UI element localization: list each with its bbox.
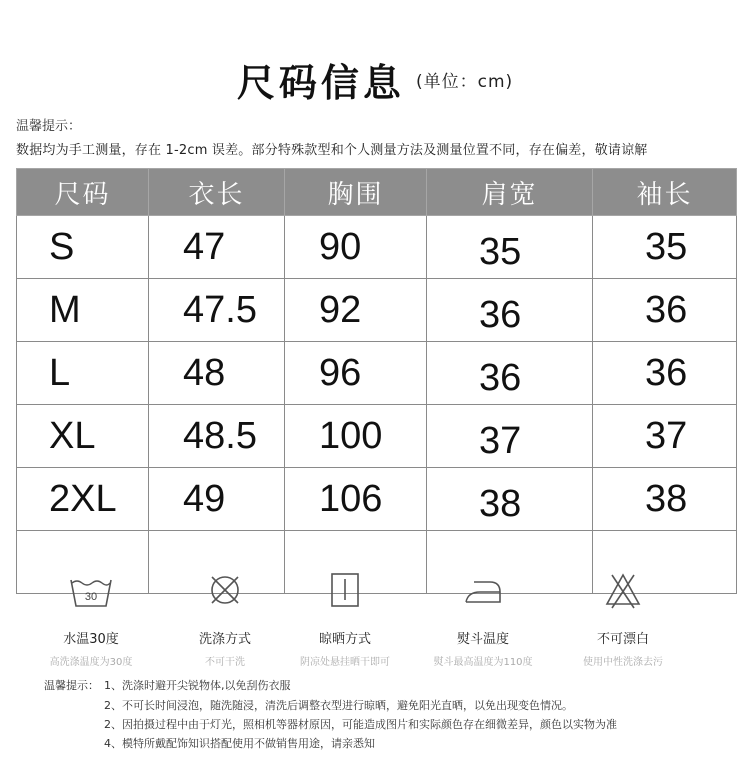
- table-cell-size: L: [17, 342, 149, 405]
- table-cell-sleeve: 38: [593, 468, 737, 531]
- note-item: 2、因拍摄过程中由于灯光，照相机等器材原因，可能造成图片和实际颜色存在细微差异，颜色以实物为准: [104, 718, 617, 731]
- table-row: [17, 405, 737, 468]
- table-cell-chest: 100: [285, 405, 427, 468]
- iron-icon: [460, 570, 506, 612]
- care-name: 不可漂白: [596, 632, 649, 647]
- care-sub: 使用中性洗涤去污: [583, 657, 663, 668]
- table-cell-sleeve: 36: [593, 279, 737, 342]
- note-item: 4、模特所戴配饰知识搭配使用不做销售用途，请亲悉知: [104, 737, 375, 750]
- care-item-wash-temp: [16, 570, 166, 668]
- table-cell-size: 2XL: [17, 468, 149, 531]
- header-length: 衣长: [149, 169, 285, 216]
- care-item-dry-method: [270, 570, 420, 668]
- care-sub: 不可干洗: [205, 657, 245, 668]
- table-cell-length: 47.5: [149, 279, 285, 342]
- wash-temp-icon-text: 30: [84, 591, 98, 603]
- page-title: 尺码信息: [236, 61, 405, 105]
- table-cell-length: 47: [149, 216, 285, 279]
- care-item-no-bleach: [548, 570, 698, 668]
- table-cell-chest: 90: [285, 216, 427, 279]
- care-name: 水温30度: [63, 632, 119, 647]
- table-row: [17, 468, 737, 531]
- size-table-header-row: [17, 169, 737, 216]
- care-sub: 阴凉处悬挂晒干即可: [300, 657, 390, 668]
- table-cell-shoulder: 36: [427, 342, 593, 405]
- table-cell-shoulder: 35: [427, 216, 593, 279]
- header-sleeve: 袖长: [593, 169, 737, 216]
- drip-dry-icon: [322, 570, 368, 612]
- note-item: 1、洗涤时避开尖锐物体,以免刮伤衣服: [104, 679, 291, 692]
- tip-label: 温馨提示：: [16, 119, 82, 134]
- care-name: 洗涤方式: [198, 632, 251, 647]
- header-shoulder: 肩宽: [427, 169, 593, 216]
- wash-30-icon: [68, 570, 114, 612]
- no-bleach-icon: [600, 570, 646, 612]
- table-cell-size: S: [17, 216, 149, 279]
- table-cell-shoulder: 36: [427, 279, 593, 342]
- table-cell-chest: 96: [285, 342, 427, 405]
- note-item: 2、不可长时间浸泡，随洗随浸，清洗后调整衣型进行晾晒，避免阳光直晒，以免出现变色情况。: [104, 699, 573, 712]
- care-sub: 熨斗最高温度为110度: [433, 657, 533, 668]
- table-row: [17, 279, 737, 342]
- care-name: 熨斗温度: [456, 632, 509, 647]
- header-size: 尺码: [17, 169, 149, 216]
- tip-text: 数据均为手工测量，存在 1-2cm 误差。部分特殊款型和个人测量方法及测量位置不同，存在偏差，敬请谅解: [16, 143, 648, 158]
- care-sub: 高洗涤温度为30度: [49, 657, 133, 668]
- table-cell-size: M: [17, 279, 149, 342]
- table-row: [17, 342, 737, 405]
- table-cell-length: 48: [149, 342, 285, 405]
- table-cell-sleeve: 35: [593, 216, 737, 279]
- no-dry-clean-icon: [202, 570, 248, 612]
- table-cell-chest: 92: [285, 279, 427, 342]
- table-cell-shoulder: 37: [427, 405, 593, 468]
- notes-label: 温馨提示：: [44, 679, 99, 692]
- size-table: [16, 168, 737, 594]
- table-cell-length: 49: [149, 468, 285, 531]
- table-cell-sleeve: 37: [593, 405, 737, 468]
- care-item-iron-temp: [408, 570, 558, 668]
- table-row: [17, 216, 737, 279]
- table-cell-shoulder: 38: [427, 468, 593, 531]
- header-chest: 胸围: [285, 169, 427, 216]
- unit-label: (单位：cm): [415, 72, 514, 92]
- table-cell-chest: 106: [285, 468, 427, 531]
- care-name: 晾晒方式: [318, 632, 371, 647]
- title-block: [0, 52, 750, 107]
- table-cell-size: XL: [17, 405, 149, 468]
- table-cell-sleeve: 36: [593, 342, 737, 405]
- table-cell-length: 48.5: [149, 405, 285, 468]
